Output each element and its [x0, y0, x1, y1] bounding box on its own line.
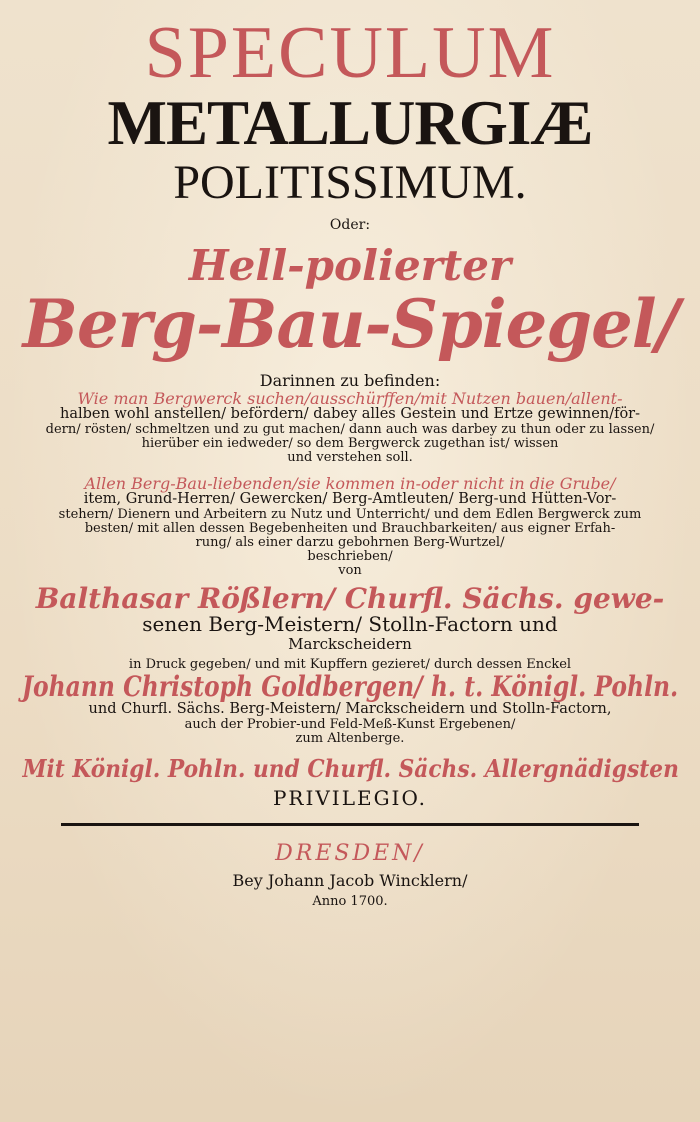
author-line-3: Marckscheidern	[288, 634, 412, 653]
contents-line-5: und verstehen soll.	[287, 449, 413, 465]
privilege-line-1: Mit Königl. Pohln. und Churfl. Sächs. Allergnädigsten	[21, 753, 679, 783]
title-politissimum: POLITISSIMUM.	[173, 156, 527, 209]
editor-line-3: zum Altenberge.	[295, 730, 405, 746]
contents-line-4: hierüber ein iedweder/ so dem Bergwerck zugethan ist/ wissen	[141, 435, 559, 451]
subtitle-berg-bau-spiegel: Berg-Bau-Spiegel/	[22, 285, 679, 364]
imprint-block	[22, 842, 678, 909]
contents-block	[22, 390, 678, 465]
editor-block	[22, 658, 678, 746]
dedication-block	[22, 475, 678, 578]
imprint-year: Anno 1700.	[312, 894, 388, 910]
dedication-line-1: Allen Berg-Bau-liebenden/sie kommen in-oder nicht in die Grube/	[84, 473, 616, 493]
von-text: von	[338, 562, 362, 578]
title-speculum: SPECULUM	[144, 12, 556, 94]
dedication-line-3: stehern/ Dienern und Arbeitern zu Nutz und Unterricht/ und dem Edlen Bergwerck zum	[58, 506, 642, 522]
contents-intro: Darinnen zu befinden:	[259, 371, 441, 391]
privilege-line-2: PRIVILEGIO.	[272, 785, 428, 810]
dedication-line-4: besten/ mit allen dessen Begebenheiten und Brauchbarkeiten/ aus eigner Erfah-	[84, 520, 616, 536]
divider-rule	[61, 823, 639, 826]
editor-intro: in Druck gegeben/ und mit Kupffern gezieret/ durch dessen Enckel	[128, 656, 572, 672]
editor-name: Johann Christoph Goldbergen/ h. t. Königl. Pohln.	[21, 669, 679, 703]
subtitle-hell-polierter: Hell-polierter	[188, 241, 512, 291]
dedication-line-5: rung/ als einer darzu gebohrnen Berg-Wurtzel/	[195, 534, 505, 550]
dedication-line-6: beschrieben/	[307, 548, 393, 564]
dedication-line-2: item, Grund-Herren/ Gewercken/ Berg-Amtleuten/ Berg-und Hütten-Vor-	[83, 490, 617, 507]
contents-line-1: Wie man Bergwerck suchen/ausschürffen/mit Nutzen bauen/allent-	[77, 388, 623, 408]
contents-line-2: halben wohl anstellen/ befördern/ dabey alles Gestein und Ertze gewinnen/för-	[60, 405, 640, 422]
editor-line-2: auch der Probier-und Feld-Meß-Kunst Ergebenen/	[184, 716, 516, 732]
imprint-publisher: Bey Johann Jacob Wincklern/	[232, 870, 468, 890]
author-block	[22, 581, 678, 653]
editor-line-1: und Churfl. Sächs. Berg-Meistern/ Marckscheidern und Stolln-Factorn,	[88, 700, 612, 717]
imprint-city: DRESDEN/	[275, 841, 425, 867]
author-line-2: senen Berg-Meistern/ Stolln-Factorn und	[142, 611, 558, 636]
contents-line-3: dern/ rösten/ schmeltzen und zu gut machen/ dann auch was darbey zu thun oder zu lassen/	[45, 421, 655, 437]
author-name: Balthasar Rößlern/ Churfl. Sächs. gewe-	[35, 581, 665, 615]
title-metallurgiae: METALLURGIÆ	[107, 88, 593, 158]
oder-text: Oder:	[329, 216, 371, 233]
privilege-block	[21, 753, 679, 810]
